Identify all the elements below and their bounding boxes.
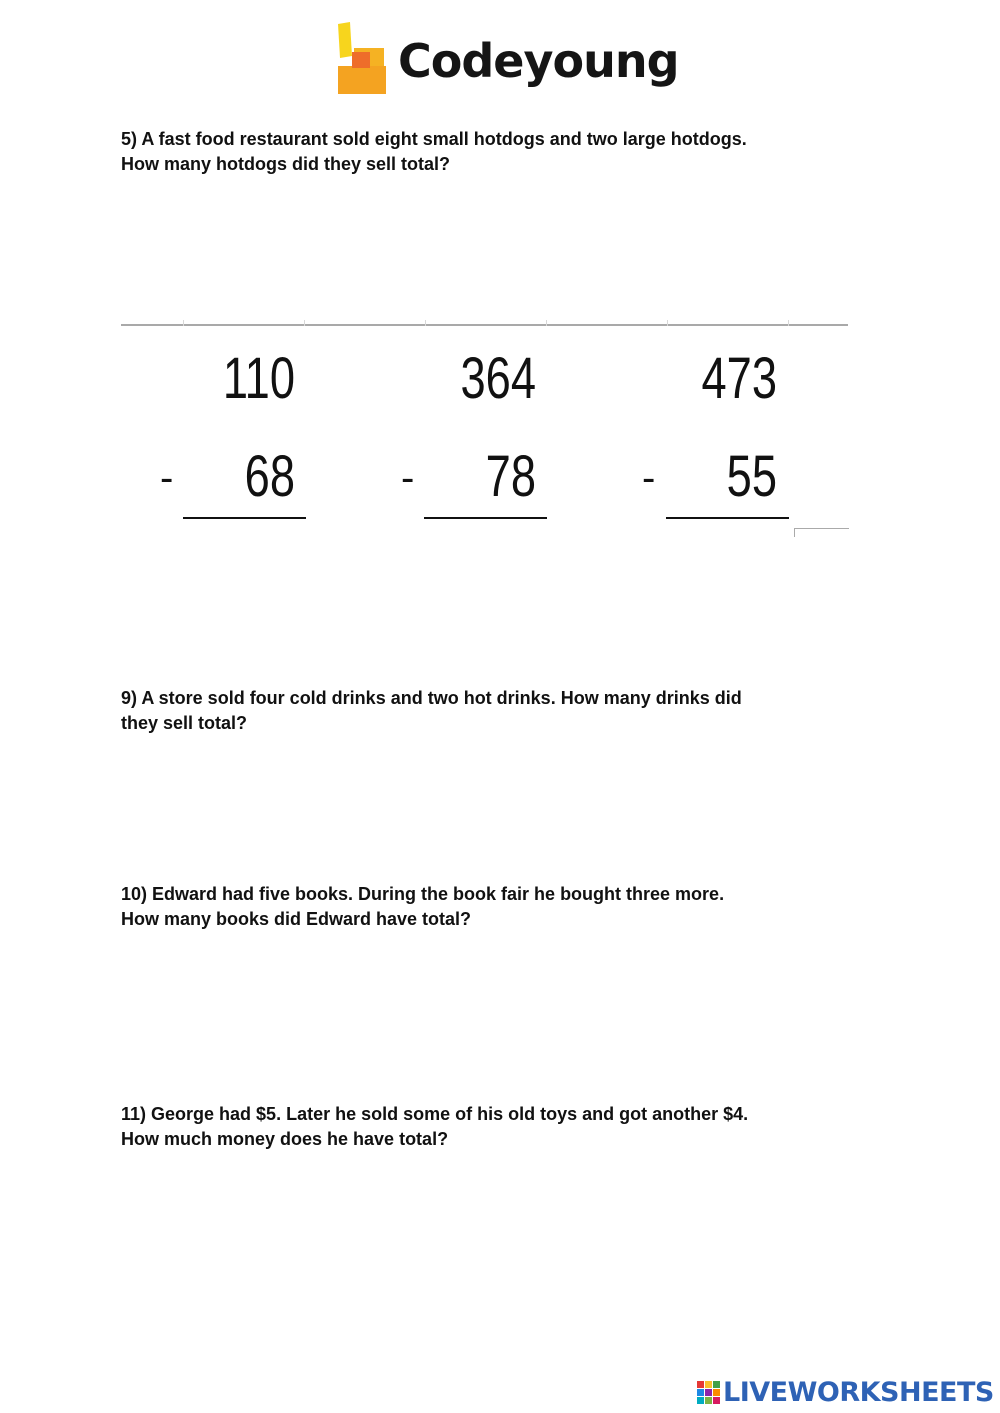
liveworksheets-logo-icon	[697, 1381, 721, 1405]
column-tick	[304, 320, 305, 326]
image-corner-mark	[794, 528, 849, 537]
minuend-1: 110	[222, 346, 295, 411]
column-tick	[425, 320, 426, 326]
brand-name: Codeyoung	[398, 34, 679, 88]
minus-sign-1: -	[160, 456, 174, 500]
minus-sign-3: -	[642, 456, 656, 500]
column-tick	[546, 320, 547, 326]
subtrahend-2: 78	[485, 444, 536, 509]
subtrahend-3: 55	[726, 444, 777, 509]
column-tick	[667, 320, 668, 326]
column-tick	[788, 320, 789, 326]
liveworksheets-watermark	[697, 1378, 997, 1408]
minuend-2: 364	[460, 346, 536, 411]
codeyoung-logo	[332, 22, 679, 104]
minus-sign-2: -	[401, 456, 415, 500]
codeyoung-logo-icon	[332, 22, 388, 98]
question-5: 5) A fast food restaurant sold eight small hotdogs and two large hotdogs. How many hotdogs did they sell total?	[121, 129, 747, 174]
subtraction-problems	[121, 320, 849, 545]
minuend-3: 473	[701, 346, 777, 411]
question-10: 10) Edward had five books. During the book fair he bought three more. How many books did Edward have total?	[121, 884, 725, 929]
answer-line-3	[666, 517, 789, 519]
top-rule	[121, 324, 848, 326]
answer-line-2	[424, 517, 547, 519]
question-11: 11) George had $5. Later he sold some of his old toys and got another $4. How much money does he have total?	[121, 1104, 749, 1149]
subtrahend-1: 68	[244, 444, 295, 509]
column-tick	[183, 320, 184, 326]
question-9: 9) A store sold four cold drinks and two hot drinks. How many drinks did they sell total?	[121, 688, 742, 733]
liveworksheets-brand: LIVEWORKSHEETS	[723, 1377, 994, 1408]
answer-line-1	[183, 517, 306, 519]
